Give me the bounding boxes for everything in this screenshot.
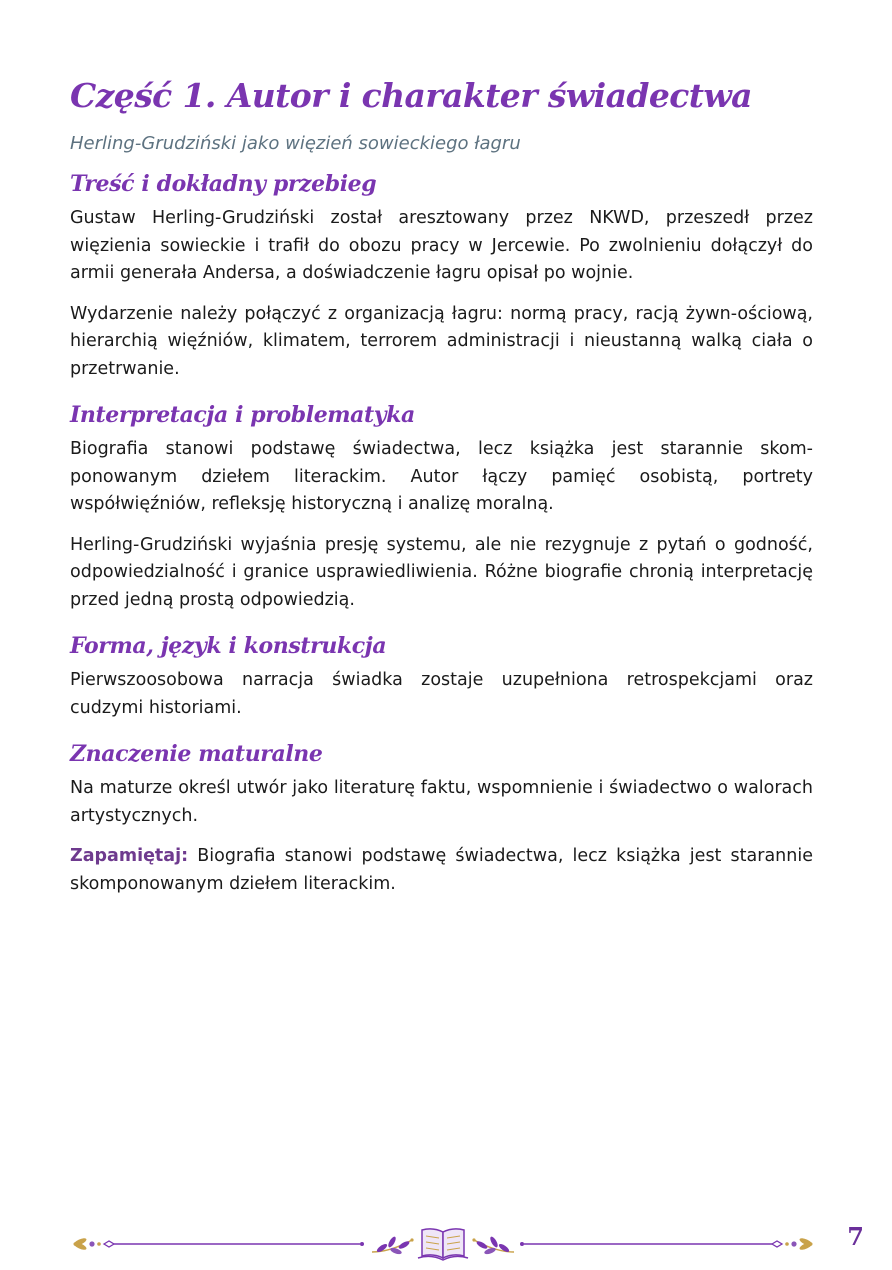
- remember-label: Zapamiętaj:: [70, 846, 189, 866]
- paragraph: Biografia stanowi podstawę świadectwa, lecz książka jest starannie skom-ponowanym dziełem literackim. Autor łączy pamięć osobistą, portrety współwięźniów, refleksję historyczną i analizę moralną.: [70, 439, 813, 514]
- page-content: [70, 68, 813, 911]
- left-laurel-icon: [372, 1236, 414, 1256]
- section-heading: Znaczenie maturalne: [70, 741, 323, 767]
- section-matura: [70, 735, 813, 830]
- footer-ornament-svg: [0, 1218, 892, 1262]
- page-title: Część 1. Autor i charakter świadectwa: [70, 76, 752, 115]
- left-flourish-icon: [73, 1237, 364, 1252]
- footer-ornament: [0, 1218, 892, 1262]
- paragraph: Wydarzenie należy połączyć z organizacją łagru: normą pracy, racją żywn-ościową, hierarchią więźniów, klimatem, terrorem administracji i nieustanną walką ciała o przetrwanie.: [70, 303, 813, 379]
- section-heading: Interpretacja i problematyka: [70, 402, 415, 428]
- section-interpretation: [70, 396, 813, 614]
- section-content: [70, 165, 813, 383]
- paragraph: Pierwszoosobowa narracja świadka zostaje uzupełniona retrospekcjami oraz cudzymi historiami.: [70, 670, 813, 718]
- right-flourish-icon: [520, 1237, 813, 1252]
- paragraph: Herling-Grudziński wyjaśnia presję systemu, ale nie rezygnuje z pytań o godność, odpowiedzialność i granice usprawiedliwienia. Różne biografie chronią interpretację przed jedną prostą odpowiedzią.: [70, 534, 813, 610]
- section-heading: Treść i dokładny przebieg: [70, 171, 377, 197]
- paragraph: Na maturze określ utwór jako literaturę faktu, wspomnienie i świadectwo o walorach artystycznych.: [70, 778, 813, 826]
- paragraph: Gustaw Herling-Grudziński został aresztowany przez NKWD, przeszedł przez więzienia sowieckie i trafił do obozu pracy w Jercewie. Po zwolnieniu dołączył do armii generała Andersa, a doświadczenie łagru opisał po wojnie.: [70, 208, 813, 283]
- open-book-icon: [418, 1229, 468, 1260]
- section-form: [70, 627, 813, 722]
- remember-text: Biografia stanowi podstawę świadectwa, lecz książka jest starannie skomponowanym dziełem literackim.: [70, 846, 813, 894]
- page-subtitle: Herling-Grudziński jako więzień sowieckiego łagru: [70, 133, 521, 154]
- section-heading: Forma, język i konstrukcja: [70, 633, 387, 659]
- right-laurel-icon: [472, 1236, 514, 1256]
- remember-box: [70, 843, 813, 898]
- page-number: 7: [847, 1222, 864, 1251]
